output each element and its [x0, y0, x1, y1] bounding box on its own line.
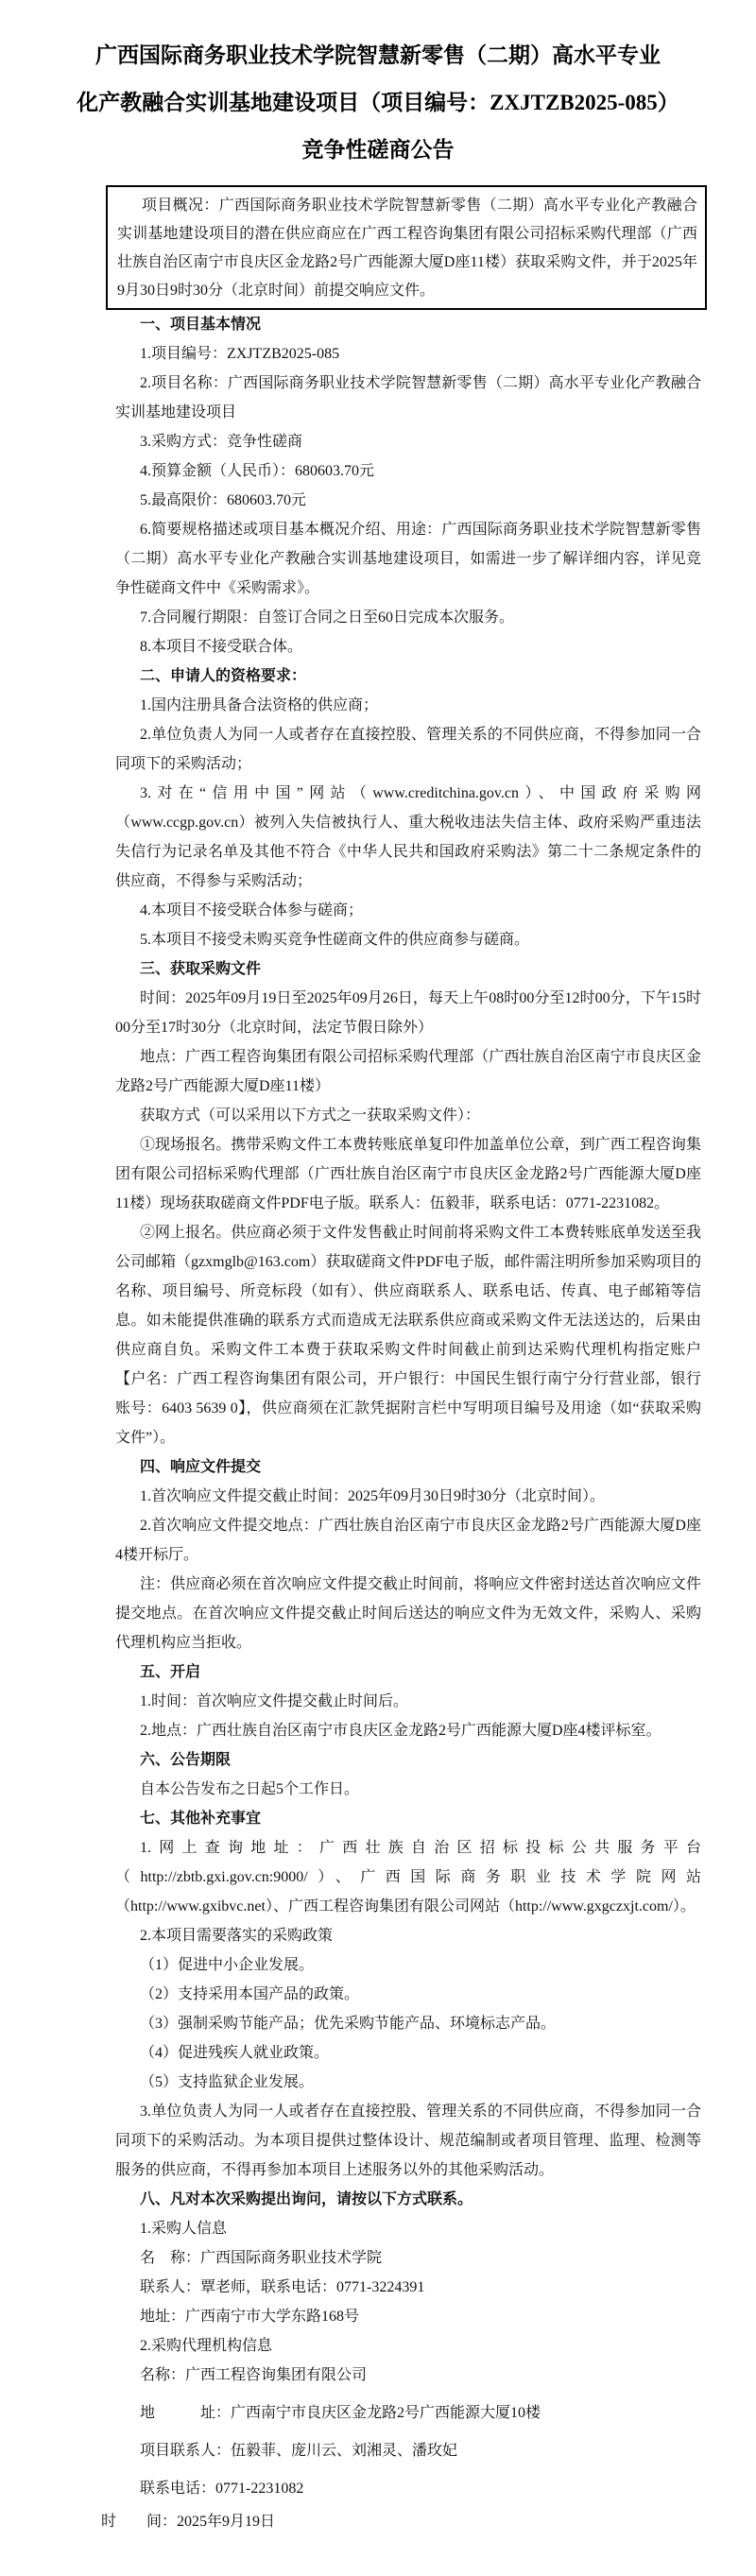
para-policy-2: （2）支持采用本国产品的政策。 — [140, 1986, 360, 2002]
project-overview-box — [106, 185, 707, 310]
section-supplementary-heading: 七、其他补充事宜 — [140, 1811, 262, 1827]
para-obtain-time: 时间：2025年09月19日至2025年09月26日，每天上午08时00分至12时00分，下午15时00分至17时30分（北京时间，法定节假日除外） — [115, 990, 701, 1036]
para-purchaser-address: 地址：广西南宁市大学东路168号 — [140, 2309, 360, 2325]
para-qualification-3: 3.对在“信用中国”网站（www.creditchina.gov.cn）、中国政府采购网（www.ccgp.gov.cn）被列入失信被执行人、重大税收违法失信主体、政府采购严重违法失信行为记录名单及其他不符合《中华人民共和国政府采购法》第二十二条规定条件的供应商，不得参与采购活动； — [115, 785, 701, 889]
para-purchaser-name: 名 称：广西国际商务职业技术学院 — [140, 2250, 383, 2266]
para-opening-time: 1.时间：首次响应文件提交截止时间后。 — [140, 1693, 409, 1709]
para-qualification-1: 1.国内注册具备合法资格的供应商； — [140, 697, 379, 713]
para-announcement-period: 自本公告发布之日起5个工作日。 — [140, 1781, 360, 1797]
para-purchaser-info-label: 1.采购人信息 — [140, 2221, 228, 2237]
para-policy-4: （4）促进残疾人就业政策。 — [140, 2045, 330, 2061]
para-agency-info-label: 2.采购代理机构信息 — [140, 2338, 273, 2354]
para-contract-period: 7.合同履行期限：自签订合同之日至60日完成本次服务。 — [140, 610, 515, 626]
section-contact-heading: 八、凡对本次采购提出询问，请按以下方式联系。 — [140, 2191, 473, 2207]
para-obtain-method: 获取方式（可以采用以下方式之一获取采购文件）： — [140, 1108, 481, 1124]
section-basic-info-heading: 一、项目基本情况 — [140, 317, 262, 333]
para-qualification-5: 5.本项目不接受未购买竞争性磋商文件的供应商参与磋商。 — [140, 932, 530, 948]
para-project-name: 2.项目名称：广西国际商务职业技术学院智慧新零售（二期）高水平专业化产教融合实训基地建设项目 — [115, 375, 701, 421]
para-obtain-location: 地点：广西工程咨询集团有限公司招标采购代理部（广西壮族自治区南宁市良庆区金龙路2号广西能源大厦D座11楼） — [115, 1049, 701, 1094]
para-qualification-4: 4.本项目不接受联合体参与磋商； — [140, 902, 364, 919]
para-announcement-date: 时 间：2025年9月19日 — [101, 2514, 276, 2530]
para-onsite-registration: ①现场报名。携带采购文件工本费转账底单复印件加盖单位公章，到广西工程咨询集团有限公司招标采购代理部（广西壮族自治区南宁市良庆区金龙路2号广西能源大厦D座11楼）现场获取磋商文件PDF电子版。联系人：伍毅菲，联系电话：0771-2231082。 — [115, 1137, 701, 1211]
para-policy-1: （1）促进中小企业发展。 — [140, 1957, 315, 1973]
section-response-submission — [115, 1452, 701, 1657]
para-project-number: 1.项目编号：ZXJTZB2025-085 — [140, 346, 340, 362]
title-line-3: 竞争性磋商公告 — [301, 138, 455, 162]
para-agency-address: 地 址：广西南宁市良庆区金龙路2号广西能源大厦10楼 — [140, 2405, 541, 2421]
section-qualification-heading: 二、申请人的资格要求： — [140, 668, 307, 684]
section-announcement-period-heading: 六、公告期限 — [140, 1752, 232, 1768]
section-basic-info — [115, 310, 701, 661]
para-submission-location: 2.首次响应文件提交地点：广西壮族自治区南宁市良庆区金龙路2号广西能源大厦D座4楼开标厅。 — [115, 1518, 701, 1563]
para-policy-3: （3）强制采购节能产品；优先采购节能产品、环境标志产品。 — [140, 2016, 557, 2032]
section-qualification — [115, 661, 701, 954]
para-same-leader-rule: 3.单位负责人为同一人或者存在直接控股、管理关系的不同供应商，不得参加同一合同项下的采购活动。为本项目提供过整体设计、规范编制或者项目管理、监理、检测等服务的供应商，不得再参加本项目上述服务以外的其他采购活动。 — [115, 2104, 701, 2178]
para-purchaser-contact: 联系人：覃老师，联系电话：0771-3224391 — [140, 2279, 425, 2295]
para-submission-deadline: 1.首次响应文件提交截止时间：2025年09月30日9时30分（北京时间）。 — [140, 1488, 606, 1504]
para-max-price: 5.最高限价：680603.70元 — [140, 492, 307, 508]
para-online-registration: ②网上报名。供应商必须于文件发售截止时间前将采购文件工本费转账底单发送至我公司邮箱（gzxmglb@163.com）获取磋商文件PDF电子版，邮件需注明所参加采购项目的名称、项目编号、所竞标段（如有）、供应商联系人、联系电话、传真、电子邮箱等信息。如未能提供准确的联系方式而造成无法联系供应商或采购文件无法送达的，后果由供应商自负。采购文件工本费于获取采购文件时间截止前到达采购代理机构指定账户【户名：广西工程咨询集团有限公司，开户银行：中国民生银行南宁分行营业部，银行账号：6403 5639 0】，供应商须在汇款凭据附言栏中写明项目编号及用途（如“获取采购文件”）。 — [115, 1225, 701, 1446]
title-line-2: 化产教融合实训基地建设项目（项目编号：ZXJTZB2025-085） — [77, 91, 679, 114]
section-obtain-documents — [115, 954, 701, 1452]
para-agency-phone: 联系电话：0771-2231082 — [140, 2481, 304, 2497]
para-agency-contacts: 项目联系人：伍毅菲、庞川云、刘湘灵、潘玫妃 — [140, 2443, 458, 2459]
section-opening — [115, 1657, 701, 1745]
para-opening-location: 2.地点：广西壮族自治区南宁市良庆区金龙路2号广西能源大厦D座4楼评标室。 — [140, 1723, 662, 1739]
title-line-1: 广西国际商务职业技术学院智慧新零售（二期）高水平专业 — [95, 43, 661, 67]
para-procurement-method: 3.采购方式：竞争性磋商 — [140, 434, 303, 450]
section-obtain-documents-heading: 三、获取采购文件 — [140, 961, 262, 977]
para-policy-intro: 2.本项目需要落实的采购政策 — [140, 1928, 334, 1944]
para-budget-amount: 4.预算金额（人民币）：680603.70元 — [140, 463, 375, 479]
section-response-submission-heading: 四、响应文件提交 — [140, 1459, 262, 1475]
para-no-consortium: 8.本项目不接受联合体。 — [140, 639, 303, 655]
para-agency-name: 名称：广西工程咨询集团有限公司 — [140, 2367, 368, 2383]
para-brief-description: 6.简要规格描述或项目基本概况介绍、用途：广西国际商务职业技术学院智慧新零售（二期）高水平专业化产教融合实训基地建设项目，如需进一步了解详细内容，详见竞争性磋商文件中《采购需求》。 — [115, 522, 701, 596]
project-overview-text: 项目概况：广西国际商务职业技术学院智慧新零售（二期）高水平专业化产教融合实训基地建设项目的潜在供应商应在广西工程咨询集团有限公司招标采购代理部（广西壮族自治区南宁市良庆区金龙路2号广西能源大厦D座11楼）获取采购文件，并于2025年9月30日9时30分（北京时间）前提交响应文件。 — [117, 197, 697, 299]
section-opening-heading: 五、开启 — [140, 1664, 201, 1680]
para-query-urls: 1.网上查询地址：广西壮族自治区招标投标公共服务平台（http://zbtb.gxi.gov.cn:9000/）、广西国际商务职业技术学院网站（http://www.gxibvc.net）、广西工程咨询集团有限公司网站（http://www.gxgczxjt.com/）。 — [115, 1840, 701, 1915]
para-qualification-2: 2.单位负责人为同一人或者存在直接控股、管理关系的不同供应商，不得参加同一合同项下的采购活动； — [115, 727, 701, 772]
para-submission-note: 注：供应商必须在首次响应文件提交截止时间前，将响应文件密封送达首次响应文件提交地点。在首次响应文件提交截止时间后送达的响应文件为无效文件，采购人、采购代理机构应当拒收。 — [115, 1576, 701, 1651]
section-supplementary — [115, 1804, 701, 2185]
para-policy-5: （5）支持监狱企业发展。 — [140, 2074, 315, 2090]
section-contact — [115, 2185, 701, 2503]
section-announcement-period — [115, 1745, 701, 1804]
document-title — [0, 32, 756, 174]
